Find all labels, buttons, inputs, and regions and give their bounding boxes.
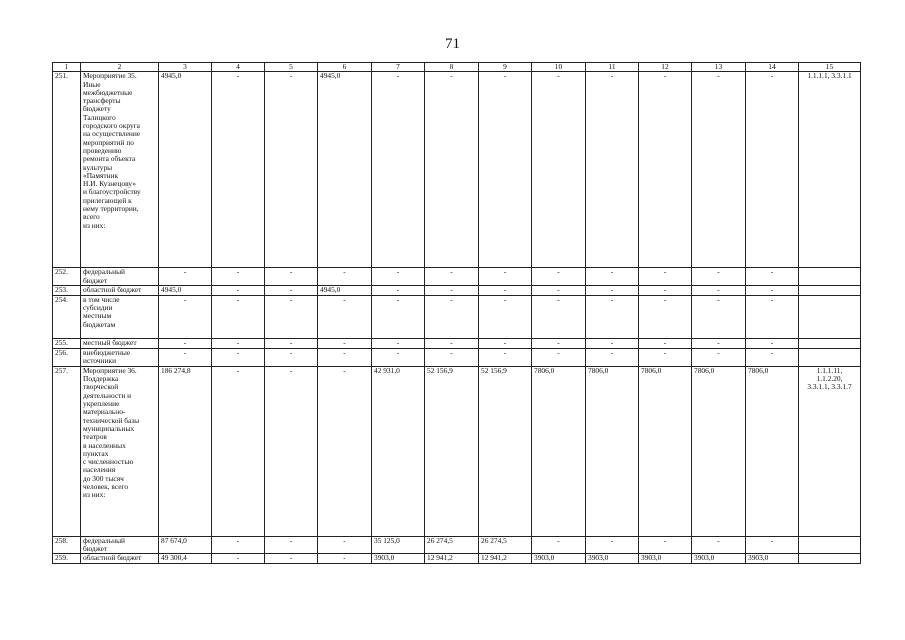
value-cell: -: [425, 72, 479, 268]
target-codes: [799, 268, 861, 286]
target-codes: [799, 295, 861, 338]
table-row: [53, 338, 861, 348]
value-cell: 3903,0: [639, 554, 692, 564]
table-row: [53, 285, 861, 295]
value-cell: -: [639, 295, 692, 338]
value-cell: -: [425, 338, 479, 348]
value-cell: -: [265, 554, 318, 564]
table-row: [53, 72, 861, 268]
value-cell: -: [425, 285, 479, 295]
value-cell: -: [212, 285, 265, 295]
value-cell: -: [372, 295, 425, 338]
value-cell: -: [692, 295, 746, 338]
value-cell: -: [639, 268, 692, 286]
value-cell: -: [318, 295, 372, 338]
row-label: в том числе субсидии местным бюджетам: [81, 295, 159, 338]
value-cell: -: [425, 348, 479, 366]
value-cell: 87 674,0: [159, 536, 212, 554]
row-number: 257.: [53, 366, 81, 536]
value-cell: -: [532, 295, 586, 338]
value-cell: -: [692, 338, 746, 348]
value-cell: -: [265, 366, 318, 536]
value-cell: -: [425, 295, 479, 338]
column-header: 3: [159, 63, 212, 72]
row-number: 254.: [53, 295, 81, 338]
target-codes: 1.1.1.11, 1.1.2.20, 3.3.1.1, 3.3.1.7: [799, 366, 861, 536]
value-cell: -: [692, 536, 746, 554]
value-cell: -: [159, 338, 212, 348]
value-cell: -: [746, 348, 799, 366]
target-codes: [799, 554, 861, 564]
table-row: [53, 268, 861, 286]
column-header: 9: [479, 63, 532, 72]
row-number: 258.: [53, 536, 81, 554]
value-cell: -: [692, 268, 746, 286]
target-codes: [799, 285, 861, 295]
column-header: 2: [81, 63, 159, 72]
value-cell: -: [318, 338, 372, 348]
column-header: 14: [746, 63, 799, 72]
value-cell: -: [212, 536, 265, 554]
value-cell: 3903,0: [692, 554, 746, 564]
value-cell: -: [212, 295, 265, 338]
value-cell: -: [212, 338, 265, 348]
value-cell: 3903,0: [586, 554, 639, 564]
value-cell: -: [159, 348, 212, 366]
value-cell: -: [746, 536, 799, 554]
value-cell: -: [372, 72, 425, 268]
value-cell: -: [372, 285, 425, 295]
value-cell: -: [639, 72, 692, 268]
value-cell: -: [586, 285, 639, 295]
value-cell: -: [372, 268, 425, 286]
column-header: 10: [532, 63, 586, 72]
value-cell: -: [479, 268, 532, 286]
value-cell: -: [746, 338, 799, 348]
value-cell: 49 300,4: [159, 554, 212, 564]
column-header: 12: [639, 63, 692, 72]
value-cell: -: [746, 72, 799, 268]
value-cell: -: [159, 268, 212, 286]
value-cell: -: [212, 554, 265, 564]
column-header: 4: [212, 63, 265, 72]
row-label: Мероприятие 35. Иные межбюджетные трансферты бюджету Талицкого городского округа на осуществление мероприятий по проведению ремонта объекта культуры «Памятник Н.И. Кузнецову» и благоустройству прилегающей к нему территории, всего из них:: [81, 72, 159, 268]
value-cell: 26 274,5: [479, 536, 532, 554]
value-cell: -: [639, 348, 692, 366]
value-cell: 3903,0: [532, 554, 586, 564]
value-cell: -: [692, 285, 746, 295]
value-cell: -: [265, 536, 318, 554]
row-label: федеральный бюджет: [81, 268, 159, 286]
value-cell: -: [532, 268, 586, 286]
value-cell: 7806,0: [532, 366, 586, 536]
row-label: областной бюджет: [81, 285, 159, 295]
target-codes: [799, 338, 861, 348]
value-cell: -: [479, 295, 532, 338]
value-cell: -: [532, 285, 586, 295]
value-cell: -: [318, 348, 372, 366]
page-number: 71: [445, 36, 460, 52]
row-number: 259.: [53, 554, 81, 564]
value-cell: 52 156,9: [425, 366, 479, 536]
value-cell: -: [265, 338, 318, 348]
value-cell: 4945,0: [318, 72, 372, 268]
value-cell: 4945,0: [159, 285, 212, 295]
row-number: 253.: [53, 285, 81, 295]
column-header: 13: [692, 63, 746, 72]
value-cell: -: [479, 348, 532, 366]
value-cell: 7806,0: [586, 366, 639, 536]
value-cell: -: [265, 348, 318, 366]
value-cell: 3903,0: [372, 554, 425, 564]
table-row: [53, 536, 861, 554]
value-cell: 186 274,8: [159, 366, 212, 536]
value-cell: -: [479, 285, 532, 295]
value-cell: -: [586, 295, 639, 338]
table-row: [53, 554, 861, 564]
row-number: 255.: [53, 338, 81, 348]
value-cell: -: [212, 366, 265, 536]
value-cell: -: [586, 536, 639, 554]
value-cell: -: [692, 72, 746, 268]
value-cell: -: [212, 268, 265, 286]
row-label: федеральный бюджет: [81, 536, 159, 554]
value-cell: -: [639, 536, 692, 554]
row-number: 252.: [53, 268, 81, 286]
value-cell: -: [586, 338, 639, 348]
table-row: [53, 295, 861, 338]
target-codes: 1.1.1.1, 3.3.1.1: [799, 72, 861, 268]
value-cell: -: [372, 338, 425, 348]
column-header: 5: [265, 63, 318, 72]
value-cell: 7806,0: [639, 366, 692, 536]
target-codes: [799, 536, 861, 554]
budget-table: [52, 62, 861, 564]
value-cell: -: [265, 268, 318, 286]
value-cell: -: [479, 72, 532, 268]
value-cell: 42 931,0: [372, 366, 425, 536]
column-header: 6: [318, 63, 372, 72]
value-cell: 4945,0: [318, 285, 372, 295]
row-label: областной бюджет: [81, 554, 159, 564]
value-cell: -: [746, 285, 799, 295]
value-cell: -: [532, 348, 586, 366]
value-cell: 35 125,0: [372, 536, 425, 554]
value-cell: -: [532, 536, 586, 554]
value-cell: -: [639, 285, 692, 295]
column-header: 15: [799, 63, 861, 72]
value-cell: -: [318, 554, 372, 564]
value-cell: 7806,0: [692, 366, 746, 536]
value-cell: 26 274,5: [425, 536, 479, 554]
value-cell: -: [586, 72, 639, 268]
value-cell: -: [586, 268, 639, 286]
value-cell: -: [265, 285, 318, 295]
value-cell: -: [212, 348, 265, 366]
value-cell: -: [159, 295, 212, 338]
value-cell: -: [318, 268, 372, 286]
value-cell: -: [532, 338, 586, 348]
row-number: 251.: [53, 72, 81, 268]
value-cell: -: [318, 366, 372, 536]
value-cell: 4945,0: [159, 72, 212, 268]
row-number: 256.: [53, 348, 81, 366]
value-cell: -: [586, 348, 639, 366]
value-cell: 12 941,2: [425, 554, 479, 564]
column-header: 7: [372, 63, 425, 72]
column-header: 8: [425, 63, 479, 72]
value-cell: -: [746, 295, 799, 338]
value-cell: 7806,0: [746, 366, 799, 536]
value-cell: -: [425, 268, 479, 286]
value-cell: -: [746, 268, 799, 286]
row-label: местный бюджет: [81, 338, 159, 348]
column-header: 11: [586, 63, 639, 72]
row-label: Мероприятие 36. Поддержка творческой деятельности и укрепление материально- технической базы муниципальных театров в населенных пунктах с численностью населения до 300 тысяч человек, всего из них:: [81, 366, 159, 536]
table-row: [53, 366, 861, 536]
header-row: [53, 63, 861, 72]
value-cell: 52 156,9: [479, 366, 532, 536]
value-cell: 3903,0: [746, 554, 799, 564]
column-header: 1: [53, 63, 81, 72]
table-body: [53, 63, 861, 564]
value-cell: -: [265, 72, 318, 268]
value-cell: -: [639, 338, 692, 348]
value-cell: 12 941,2: [479, 554, 532, 564]
table-row: [53, 348, 861, 366]
target-codes: [799, 348, 861, 366]
value-cell: -: [318, 536, 372, 554]
value-cell: -: [212, 72, 265, 268]
value-cell: -: [692, 348, 746, 366]
value-cell: -: [532, 72, 586, 268]
value-cell: -: [265, 295, 318, 338]
value-cell: -: [479, 338, 532, 348]
row-label: внебюджетные источники: [81, 348, 159, 366]
value-cell: -: [372, 348, 425, 366]
